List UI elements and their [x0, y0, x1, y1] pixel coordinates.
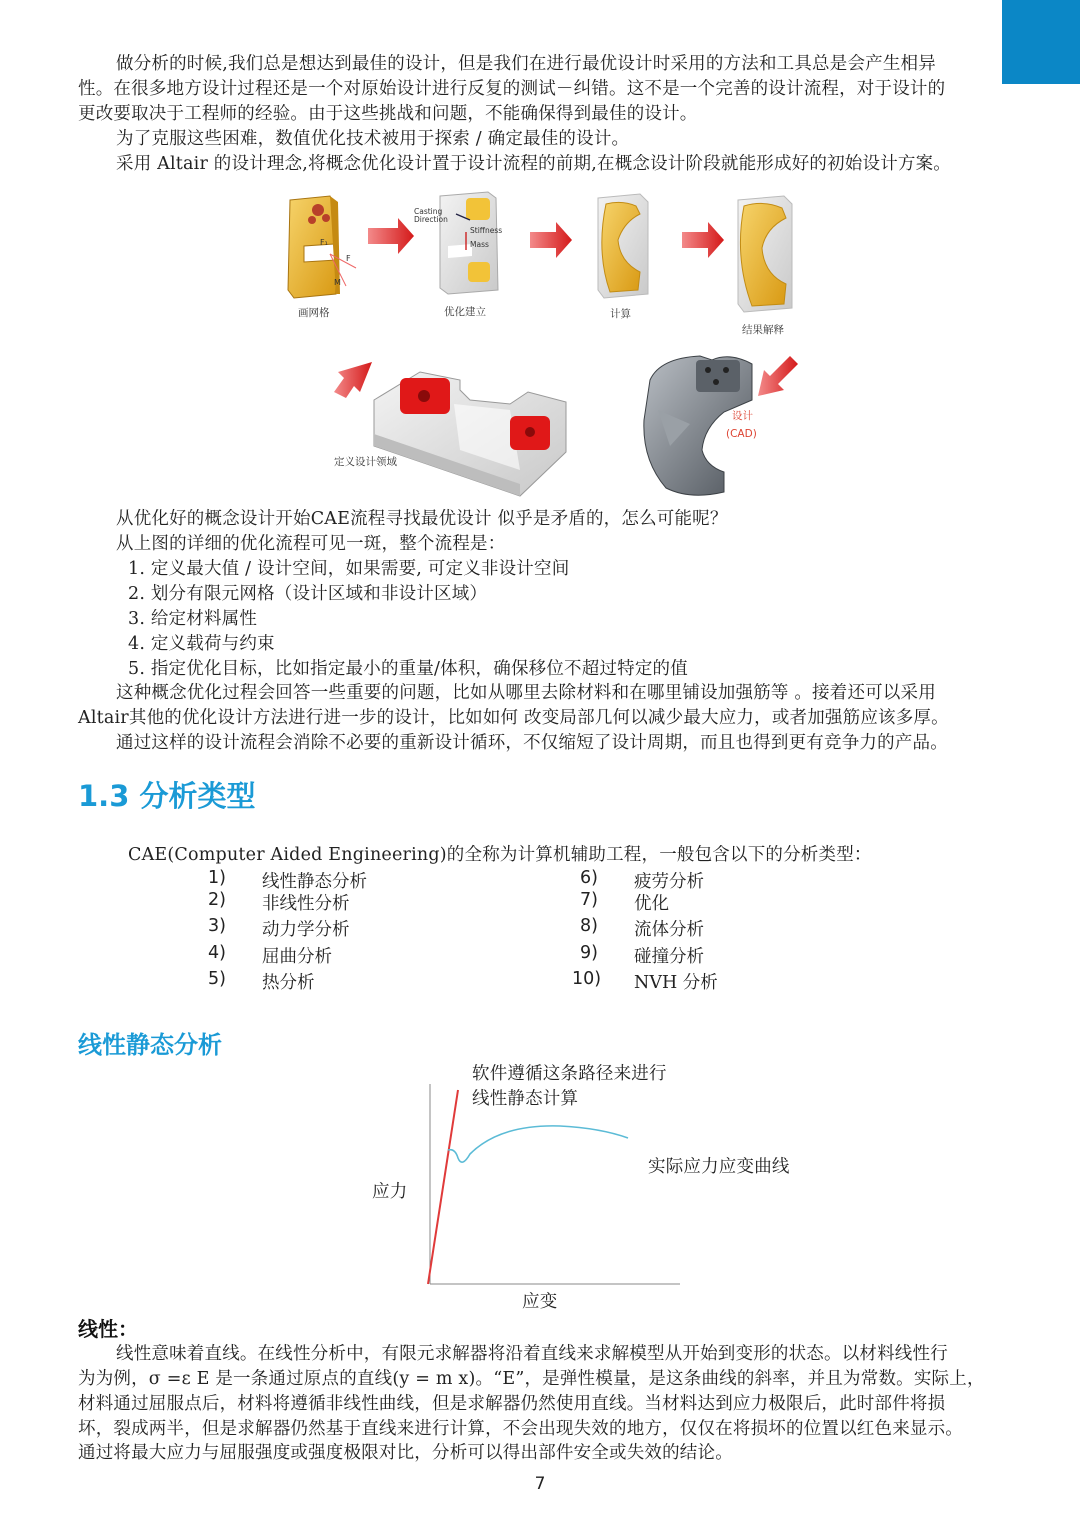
process-step-5: 5. 指定优化目标，比如指定最小的重量/体积，确保移位不超过特定的值 — [128, 659, 688, 679]
list-item: 流体分析 — [634, 920, 704, 940]
linearity-line-4: 坏，裂成两半，但是求解器仍然基于直线来进行计算，不会出现失效的地方，仅仅在将损坏的位置以红色来显示。 — [78, 1419, 963, 1439]
process-question: 从优化好的概念设计开始CAE流程寻找最优设计 似乎是矛盾的，怎么可能呢？ — [116, 509, 728, 529]
linearity-line-3: 材料通过屈服点后，材料将遵循非线性曲线，但是求解器仍然使用直线。当材料达到应力极限后，此时部件将损 — [78, 1394, 946, 1414]
list-item: 优化 — [634, 894, 669, 914]
list-number: 6) — [580, 868, 598, 888]
process-intro: 从上图的详细的优化流程可见一斑，整个流程是： — [116, 534, 506, 554]
intro-line-2: 性。在很多地方设计过程还是一个对原始设计进行反复的测试－纠错。这不是一个完善的设计流程，对于设计的 — [78, 79, 946, 99]
linearity-line-1: 线性意味着直线。在线性分析中，有限元求解器将沿着直线来求解模型从开始到变形的状态。以材料线性行 — [116, 1344, 948, 1364]
step-mesh-label: 画网格 — [298, 307, 330, 319]
design-space-image — [374, 372, 566, 496]
section-intro: CAE(Computer Aided Engineering)的全称为计算机辅助工程，一般包含以下的分析类型： — [128, 845, 872, 865]
step-setup-label: 优化建立 — [444, 306, 486, 318]
intro-line-1: 做分析的时候,我们总是想达到最佳的设计，但是我们在进行最优设计时采用的方法和工具总是会产生相异 — [116, 54, 936, 74]
process-paragraph-line-3: 通过这样的设计流程会消除不必要的重新设计循环，不仅缩短了设计周期，而且也得到更有竞争力的产品。 — [116, 733, 948, 753]
arrow-right-icon — [368, 218, 414, 254]
mesh-model-image — [288, 196, 356, 298]
process-step-1: 1. 定义最大值 / 设计空间，如果需要, 可定义非设计空间 — [128, 559, 570, 579]
process-step-3: 3. 给定材料属性 — [128, 609, 258, 629]
process-step-2: 2. 划分有限元网格（设计区域和非设计区域） — [128, 584, 488, 604]
list-number: 9) — [580, 943, 598, 963]
subsection-heading: 线性静态分析 — [78, 1031, 222, 1059]
list-item: 疲劳分析 — [634, 872, 704, 892]
chart-annotation-line-2: 线性静态计算 — [472, 1089, 579, 1109]
list-item: 碰撞分析 — [634, 947, 704, 967]
linear-path-line — [428, 1090, 458, 1284]
step-results-label: 结果解释 — [742, 324, 784, 336]
arrow-right-icon — [682, 222, 724, 258]
list-item: 线性静态分析 — [262, 872, 367, 892]
list-item: 动力学分析 — [262, 920, 350, 940]
stress-strain-chart — [428, 1084, 680, 1284]
step-compute-label: 计算 — [610, 308, 631, 320]
y-axis-label: 应力 — [372, 1182, 408, 1202]
step-define-label: 定义设计领域 — [334, 456, 397, 468]
list-item: 非线性分析 — [262, 894, 350, 914]
force1-label: F₁ — [320, 238, 328, 247]
list-item: NVH 分析 — [634, 973, 718, 993]
process-step-4: 4. 定义载荷与约束 — [128, 634, 275, 654]
intro-line-3: 更改要取决于工程师的经验。由于这些挑战和问题，不能确保得到最佳的设计。 — [78, 104, 698, 124]
intro-paragraph-2: 为了克服这些困难，数值优化技术被用于探索 / 确定最佳的设计。 — [116, 129, 630, 149]
intro-paragraph-3: 采用 Altair 的设计理念,将概念优化设计置于设计流程的前期,在概念设计阶段就能形成好的初始设计方案。 — [116, 154, 952, 174]
list-number: 1) — [208, 868, 226, 888]
moment-label: M — [334, 278, 341, 287]
list-number: 2) — [208, 890, 226, 910]
curve-label: 实际应力应变曲线 — [648, 1157, 790, 1177]
arrow-up-left-icon — [334, 362, 372, 398]
page-number: 7 — [534, 1474, 546, 1494]
results-image — [738, 196, 792, 312]
list-number: 10) — [572, 969, 602, 989]
list-number: 3) — [208, 916, 226, 936]
list-item: 屈曲分析 — [262, 947, 332, 967]
list-number: 4) — [208, 943, 226, 963]
computation-image — [598, 194, 648, 298]
list-number: 7) — [580, 890, 598, 910]
arrow-right-icon — [530, 222, 572, 258]
list-item: 热分析 — [262, 973, 315, 993]
cad-design-image — [644, 356, 752, 495]
process-paragraph-line-1: 这种概念优化过程会回答一些重要的问题，比如从哪里去除材料和在哪里铺设加强筋等 。接着还可以采用 — [116, 683, 936, 703]
section-heading: 1.3 分析类型 — [78, 779, 256, 813]
actual-curve-line — [448, 1126, 628, 1162]
design-label: 设计 — [732, 410, 753, 422]
arrow-down-icon — [758, 356, 798, 396]
process-paragraph-line-2: Altair其他的优化设计方法进行进一步的设计，比如如何 改变局部几何以减少最大应力，或者加强筋应该多厚。 — [78, 708, 949, 728]
x-axis-label: 应变 — [522, 1292, 558, 1312]
stiffness-label: Stiffness — [470, 226, 503, 235]
list-number: 8) — [580, 916, 598, 936]
mass-label: Mass — [470, 240, 489, 249]
list-number: 5) — [208, 969, 226, 989]
chart-annotation-line-1: 软件遵循这条路径来进行 — [472, 1064, 667, 1084]
force-label: F — [346, 254, 351, 263]
linearity-line-2: 为为例，σ =ε E 是一条通过原点的直线(y = m x)。“E”，是弹性模量，是这条曲线的斜率，并且为常数。实际上， — [78, 1369, 985, 1389]
casting-direction-label: Casting Direction — [414, 207, 448, 224]
linearity-line-5: 通过将最大应力与屈服强度或强度极限对比，分析可以得出部件安全或失效的结论。 — [78, 1443, 733, 1463]
cad-label: (CAD) — [726, 428, 757, 440]
linearity-heading: 线性： — [78, 1317, 138, 1341]
